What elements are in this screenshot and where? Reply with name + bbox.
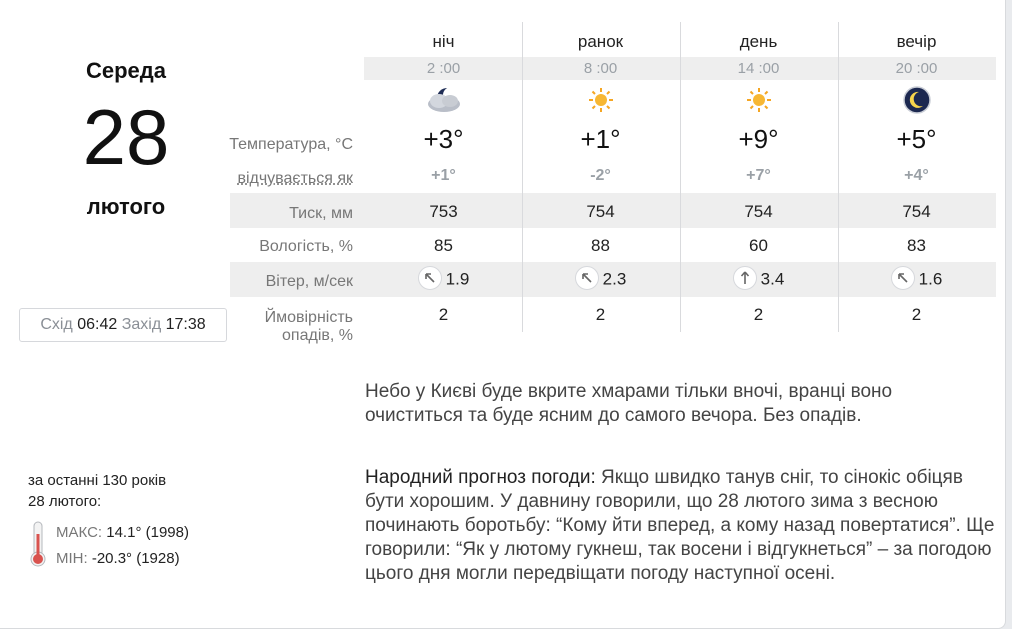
feels-like-link[interactable]: відчувається як (237, 170, 353, 187)
humidity-label: Вологість, % (259, 238, 353, 255)
precip-probability: 2 (595, 305, 606, 324)
min-year: (1928) (136, 550, 180, 567)
min-value: -20.3° (91, 550, 133, 567)
min-label: МІН: (56, 550, 88, 567)
cloudy-moon-icon (422, 84, 466, 116)
period-night (365, 22, 522, 332)
weekday: Середа (86, 58, 166, 83)
sunrise-label: Схід (40, 316, 73, 333)
feels-like: -2° (590, 167, 611, 184)
month-name: лютого (86, 194, 166, 219)
period-time: 20 :00 (895, 60, 938, 77)
precip-label-line2: опадів, % (282, 327, 353, 344)
feels-like: +7° (746, 167, 771, 184)
max-year: (1998) (145, 524, 189, 541)
precip-probability: 2 (438, 305, 449, 324)
period-name: день (739, 32, 778, 51)
thermometer-icon (27, 520, 49, 568)
feels-like: +4° (904, 167, 929, 184)
folk-forecast-heading: Народний прогноз погоди: (365, 467, 596, 488)
temperature: +5° (896, 124, 937, 154)
temperature: +1° (580, 124, 621, 154)
wind (680, 268, 837, 292)
folk-forecast (365, 466, 995, 586)
feels-like: +1° (431, 167, 456, 184)
period-time: 2 :00 (426, 60, 461, 77)
humidity: 85 (434, 236, 453, 255)
wind (365, 268, 522, 292)
wind-arrow-n-icon (733, 266, 757, 290)
climate-history-heading (28, 470, 166, 512)
humidity: 60 (749, 236, 768, 255)
precip-label-line1: Ймовірність (264, 309, 353, 326)
period-evening (838, 22, 995, 332)
wind-label: Вітер, м/сек (265, 273, 353, 290)
forecast-description: Небо у Києві буде вкрите хмарами тільки вночі, вранці воно очиститься та буде ясним до самого вечора. Без опадів. (365, 381, 893, 426)
period-time: 14 :00 (737, 60, 780, 77)
period-day (680, 22, 837, 332)
moon-icon (895, 84, 939, 116)
wind-speed: 1.6 (918, 269, 943, 289)
history-line1: за останні 130 років (28, 472, 167, 489)
temperature-label: Температура, °С (229, 136, 353, 153)
humidity: 83 (907, 236, 926, 255)
pressure: 754 (744, 202, 773, 221)
sun-icon (737, 84, 781, 116)
temperature: +3° (423, 124, 464, 154)
wind (522, 268, 679, 292)
wind (838, 268, 995, 292)
folk-forecast-text: Якщо швидко танув сніг, то сінокіс обіцяв бути хорошим. У давнину говорили, що 28 лютого зима з весною починають боротьбу: “Кому йти вперед, а кому назад повертатися”. Ще говорили: “Як у лютому гукнеш, так восени і відгукнеться” – за погодою цього дня могли передвіщати погоду наступної осені. (365, 467, 995, 584)
precip-probability: 2 (911, 305, 922, 324)
sunrise-time: 06:42 (77, 316, 118, 333)
temperature: +9° (738, 124, 779, 154)
period-morning (522, 22, 679, 332)
pressure: 754 (902, 202, 931, 221)
sunset-label: Захід (121, 316, 162, 333)
wind-speed: 1.9 (445, 269, 470, 289)
pressure: 754 (586, 202, 615, 221)
precip-probability: 2 (753, 305, 764, 324)
wind-arrow-nw-icon (418, 266, 442, 290)
sunset-time: 17:38 (165, 316, 206, 333)
period-name: ніч (432, 32, 455, 51)
pressure: 753 (429, 202, 458, 221)
sunrise-sunset-box (19, 308, 227, 342)
day-number: 28 (82, 93, 170, 181)
wind-speed: 3.4 (760, 269, 785, 289)
wind-arrow-nw-icon (575, 266, 599, 290)
history-max (56, 524, 189, 541)
period-time: 8 :00 (583, 60, 618, 77)
wind-speed: 2.3 (602, 269, 627, 289)
sun-icon (579, 84, 623, 116)
history-min (56, 550, 180, 567)
max-label: МАКС: (56, 524, 103, 541)
pressure-label: Тиск, мм (289, 205, 353, 222)
wind-arrow-nw-icon (891, 266, 915, 290)
period-name: ранок (577, 32, 624, 51)
precip-label (265, 309, 353, 345)
humidity: 88 (591, 236, 610, 255)
history-line2: 28 лютого: (28, 493, 102, 510)
max-value: 14.1° (106, 524, 142, 541)
period-name: вечір (896, 32, 937, 51)
